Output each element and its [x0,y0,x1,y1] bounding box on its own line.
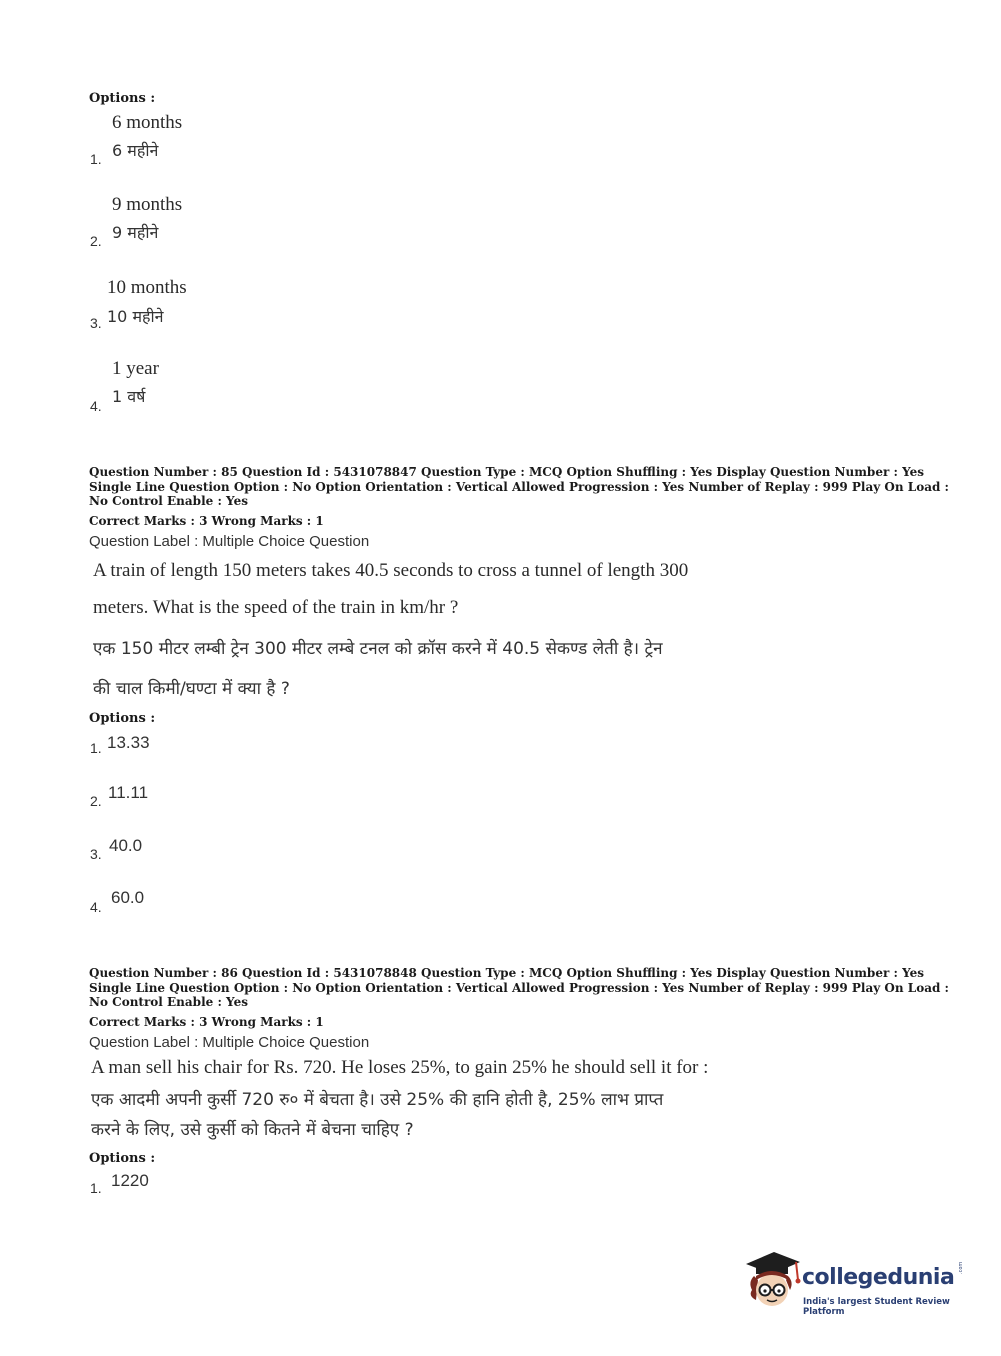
question-meta [89,966,949,1010]
option-2-number: 2. [90,233,102,249]
option-4-number: 4. [90,899,102,915]
option-2-number: 2. [90,793,102,809]
options-heading: Options : [89,1151,156,1166]
option-1-value: 1220 [111,1171,149,1190]
option-1-number: 1. [90,1180,102,1196]
meta-line-2: Single Line Question Option : No Option Orientation : Vertical Allowed Progression : Yes Number of Replay : 999 Play On Load : [89,980,949,995]
logo-com: .com [958,1261,964,1274]
question-text-hindi-1: एक 150 मीटर लम्बी ट्रेन 300 मीटर लम्बे टनल को क्रॉस करने में 40.5 सेकण्ड लेती है। ट्रेन [93,639,663,659]
question-text-english-1: A train of length 150 meters takes 40.5 seconds to cross a tunnel of length 300 [93,560,689,581]
logo-tagline: India's largest Student Review Platform [803,1297,950,1317]
option-1-english: 6 months [112,112,183,133]
mascot-graduate-icon [742,1250,802,1312]
option-1-value: 13.33 [107,733,150,752]
option-3-hindi: 10 महीने [107,307,164,326]
question-label: Question Label : Multiple Choice Question [89,533,370,550]
option-2-english: 9 months [112,194,183,215]
option-4-value: 60.0 [111,888,145,907]
question-marks: Correct Marks : 3 Wrong Marks : 1 [89,1015,324,1029]
question-marks: Correct Marks : 3 Wrong Marks : 1 [89,514,324,528]
question-text-english-1: A man sell his chair for Rs. 720. He loses 25%, to gain 25% he should sell it for : [91,1057,709,1078]
question-text-hindi-1: एक आदमी अपनी कुर्सी 720 रु० में बेचता है। उसे 25% की हानि होती है, 25% लाभ प्राप्त [91,1090,664,1110]
question-text-english-2: meters. What is the speed of the train in km/hr ? [93,597,459,618]
logo-wordmark: collegedunia [802,1265,955,1290]
option-4-hindi: 1 वर्ष [112,387,146,406]
question-text-hindi-2: करने के लिए, उसे कुर्सी को कितने में बेचना चाहिए ? [91,1120,414,1140]
option-3-number: 3. [90,315,102,331]
option-1-number: 1. [90,740,102,756]
option-3-value: 40.0 [109,836,143,855]
question-meta [89,465,949,509]
question-text-hindi-2: की चाल किमी/घण्टा में क्या है ? [93,679,290,699]
option-4-number: 4. [90,398,102,414]
meta-line-2: Single Line Question Option : No Option Orientation : Vertical Allowed Progression : Yes Number of Replay : 999 Play On Load : [89,479,949,494]
meta-line-1: Question Number : 86 Question Id : 5431078848 Question Type : MCQ Option Shuffling : Yes Display Question Number : Yes [89,966,924,980]
option-1-number: 1. [90,151,102,167]
option-2-value: 11.11 [108,783,149,802]
option-3-english: 10 months [107,277,187,298]
option-1-hindi: 6 महीने [112,141,159,160]
option-2-hindi: 9 महीने [112,223,159,242]
option-3-number: 3. [90,846,102,862]
option-4-english: 1 year [112,358,159,379]
options-heading: Options : [89,91,156,106]
collegedunia-logo [742,1250,972,1320]
meta-line-1: Question Number : 85 Question Id : 5431078847 Question Type : MCQ Option Shuffling : Yes Display Question Number : Yes [89,465,924,479]
options-heading: Options : [89,711,156,726]
question-label: Question Label : Multiple Choice Question [89,1034,370,1051]
meta-line-3: No Control Enable : Yes [89,995,248,1009]
meta-line-3: No Control Enable : Yes [89,494,248,508]
